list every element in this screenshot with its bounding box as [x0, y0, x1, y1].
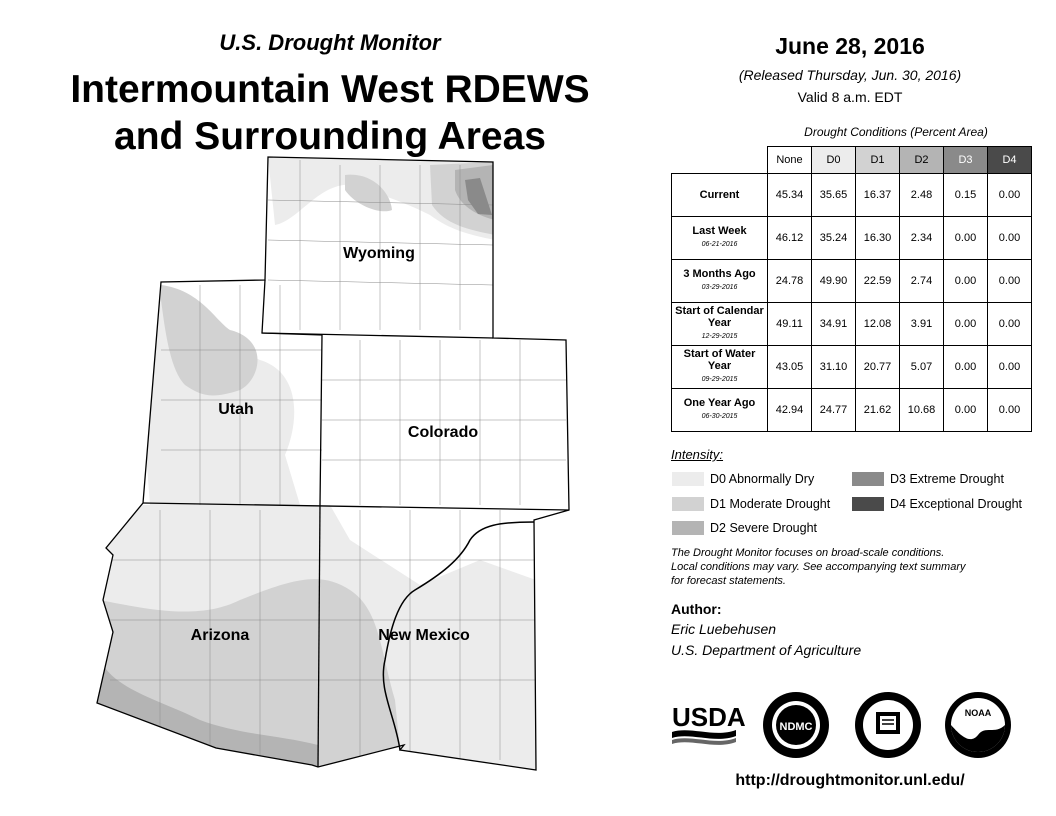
table-cell: 22.59 — [856, 260, 900, 303]
note-line-2: Local conditions may vary. See accompanying text summary — [671, 561, 966, 573]
table-cell: 0.00 — [944, 217, 988, 260]
map-date: June 28, 2016 — [775, 33, 925, 59]
table-cell: 24.77 — [812, 389, 856, 432]
row-label — [672, 303, 768, 346]
commerce-seal-icon — [855, 692, 921, 758]
table-cell: 20.77 — [856, 346, 900, 389]
noaa-logo-text: NOAA — [964, 708, 992, 718]
legend-item-d4 — [852, 497, 1022, 511]
table-cell: 0.00 — [944, 260, 988, 303]
website-link[interactable]: http://droughtmonitor.unl.edu/ — [735, 772, 965, 789]
table-cell: 49.11 — [768, 303, 812, 346]
row-label — [672, 389, 768, 432]
author-name: Eric Luebehusen — [671, 621, 777, 637]
drought-conditions-table — [671, 146, 1032, 432]
state-label-colorado: Colorado — [407, 424, 479, 441]
table-cell: 0.00 — [944, 346, 988, 389]
legend-swatch — [852, 472, 884, 486]
table-cell: 21.62 — [856, 389, 900, 432]
row-date: 03-29-2016 — [701, 284, 738, 291]
table-cell: 43.05 — [768, 346, 812, 389]
header-blank — [672, 147, 768, 174]
state-label-arizona: Arizona — [190, 627, 250, 644]
col-header-d3: D3 — [944, 147, 988, 174]
table-cell: 0.00 — [988, 389, 1032, 432]
legend-item-d2 — [672, 521, 817, 535]
table-cell: 0.00 — [944, 303, 988, 346]
legend-swatch — [672, 521, 704, 535]
release-date: (Released Thursday, Jun. 30, 2016) — [738, 67, 962, 83]
row-label — [672, 260, 768, 303]
table-row — [672, 260, 1032, 303]
table-cell: 2.34 — [900, 217, 944, 260]
table-row — [672, 174, 1032, 217]
table-cell: 0.00 — [988, 217, 1032, 260]
legend-label: D1 Moderate Drought — [710, 497, 831, 511]
table-cell: 31.10 — [812, 346, 856, 389]
legend-swatch — [672, 497, 704, 511]
row-date: 12-29-2015 — [701, 333, 738, 340]
col-header-d4: D4 — [988, 147, 1032, 174]
table-cell: 2.48 — [900, 174, 944, 217]
col-header-d2: D2 — [900, 147, 944, 174]
table-cell: 5.07 — [900, 346, 944, 389]
table-cell: 2.74 — [900, 260, 944, 303]
row-label — [672, 217, 768, 260]
ndmc-logo-text: NDMC — [779, 721, 813, 733]
noaa-logo-icon — [945, 692, 1011, 758]
table-header-row — [672, 147, 1032, 174]
title-line-1: Intermountain West RDEWS — [70, 68, 590, 111]
table-row — [672, 217, 1032, 260]
table-cell: 24.78 — [768, 260, 812, 303]
table-cell: 46.12 — [768, 217, 812, 260]
table-cell: 16.37 — [856, 174, 900, 217]
usda-logo-icon — [672, 702, 746, 745]
col-header-d1: D1 — [856, 147, 900, 174]
table-cell: 0.00 — [988, 174, 1032, 217]
table-cell: 49.90 — [812, 260, 856, 303]
author-organization: U.S. Department of Agriculture — [671, 642, 862, 658]
row-label-text: 3 Months Ago — [683, 268, 756, 280]
note-line-3: for forecast statements. — [671, 575, 786, 587]
table-cell: 3.91 — [900, 303, 944, 346]
row-date: 06-30-2015 — [701, 413, 738, 420]
table-row — [672, 303, 1032, 346]
table-cell: 10.68 — [900, 389, 944, 432]
table-cell: 35.24 — [812, 217, 856, 260]
legend-swatch — [672, 472, 704, 486]
valid-time: Valid 8 a.m. EDT — [797, 89, 903, 105]
table-row — [672, 346, 1032, 389]
legend-swatch — [852, 497, 884, 511]
row-label-text: Start of Calendar Year — [675, 305, 764, 329]
state-label-utah: Utah — [218, 401, 254, 418]
row-label-text: Last Week — [692, 225, 747, 237]
table-cell: 0.15 — [944, 174, 988, 217]
table-caption: Drought Conditions (Percent Area) — [804, 125, 988, 139]
col-header-d0: D0 — [812, 147, 856, 174]
table-cell: 0.00 — [988, 260, 1032, 303]
row-date: 06-21-2016 — [701, 241, 738, 248]
table-cell: 0.00 — [988, 303, 1032, 346]
table-cell: 35.65 — [812, 174, 856, 217]
row-label-text: Current — [699, 189, 740, 201]
legend-title: Intensity: — [671, 447, 724, 462]
legend-item-d0 — [672, 472, 814, 486]
legend-item-d1 — [672, 497, 830, 511]
logo-strip — [670, 690, 1030, 770]
table-cell: 16.30 — [856, 217, 900, 260]
drought-map — [95, 150, 575, 775]
row-label — [672, 174, 768, 217]
legend-item-d3 — [852, 472, 1004, 486]
table-cell: 42.94 — [768, 389, 812, 432]
row-label — [672, 346, 768, 389]
col-header-none: None — [768, 147, 812, 174]
table-cell: 45.34 — [768, 174, 812, 217]
row-label-text: Start of Water Year — [683, 348, 756, 372]
row-date: 09-29-2015 — [701, 376, 738, 383]
row-label-text: One Year Ago — [683, 397, 756, 409]
title-line-2: and Surrounding Areas — [114, 115, 546, 158]
table-cell: 0.00 — [944, 389, 988, 432]
table-cell: 0.00 — [988, 346, 1032, 389]
legend-label: D2 Severe Drought — [710, 521, 818, 535]
legend-label: D3 Extreme Drought — [890, 472, 1004, 486]
state-label-wyoming: Wyoming — [343, 245, 415, 262]
map-title — [20, 66, 640, 160]
table-cell: 12.08 — [856, 303, 900, 346]
legend-label: D4 Exceptional Drought — [890, 497, 1023, 511]
disclaimer-note — [671, 546, 1031, 588]
usda-logo-text: USDA — [672, 702, 746, 732]
state-label-new-mexico: New Mexico — [378, 627, 470, 644]
map-subtitle: U.S. Drought Monitor — [219, 30, 441, 55]
legend-label: D0 Abnormally Dry — [710, 472, 815, 486]
author-heading: Author: — [671, 601, 722, 617]
table-cell: 34.91 — [812, 303, 856, 346]
table-row — [672, 389, 1032, 432]
note-line-1: The Drought Monitor focuses on broad-scale conditions. — [671, 547, 945, 559]
ndmc-logo-icon — [763, 692, 829, 758]
